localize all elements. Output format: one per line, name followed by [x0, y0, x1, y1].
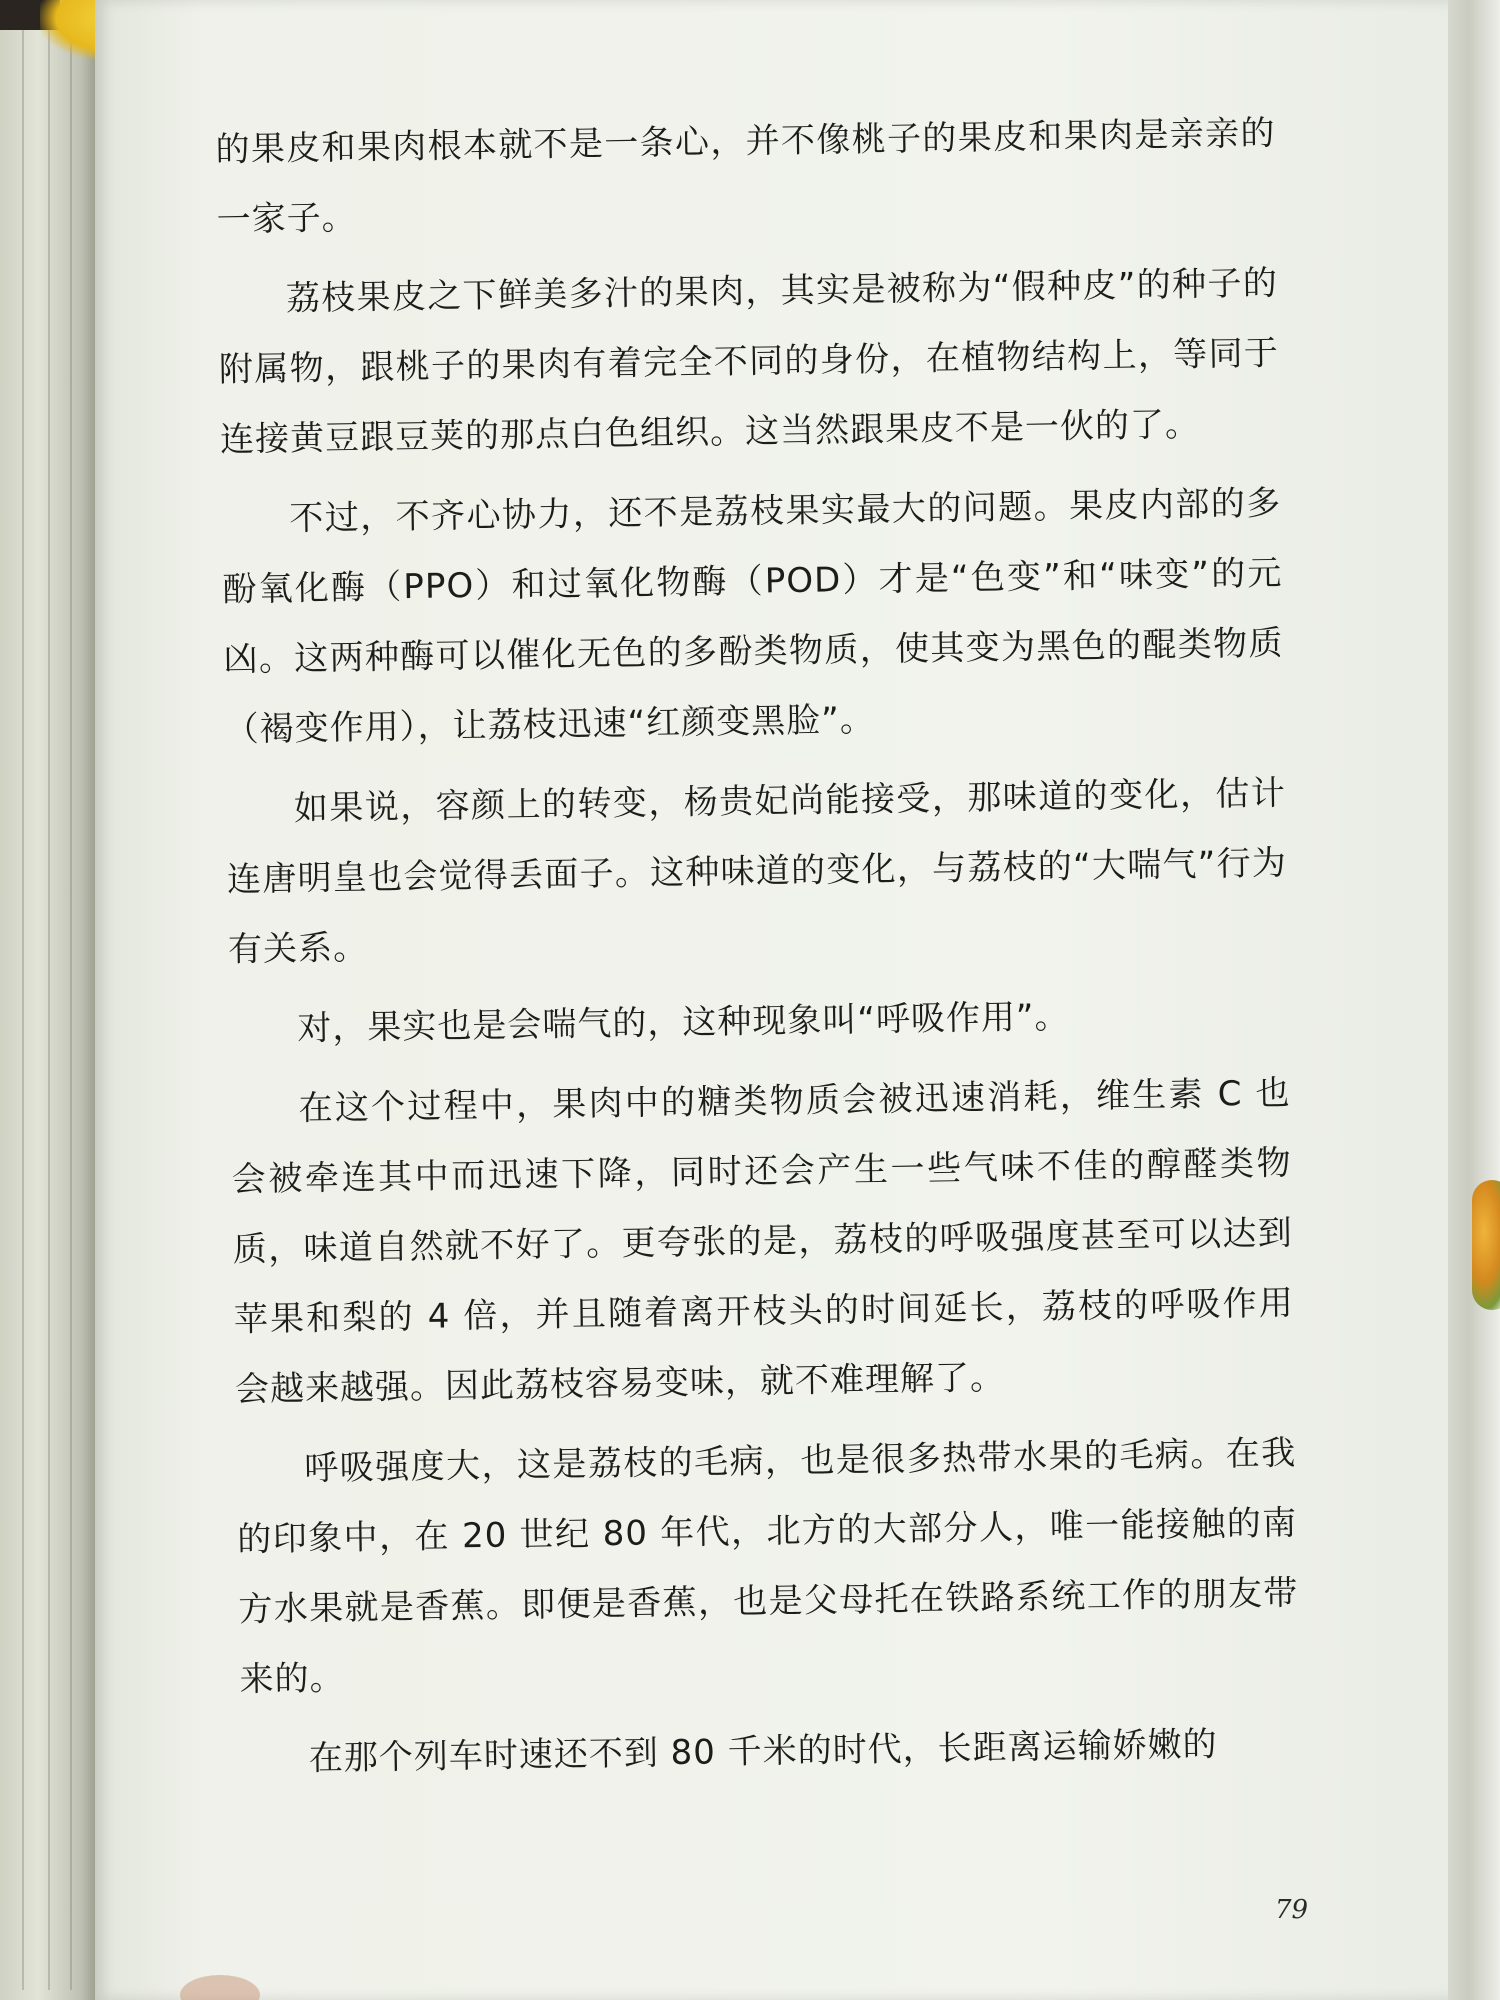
page-edge-line [70, 30, 72, 1990]
paragraph: 的果皮和果肉根本就不是一条心，并不像桃子的果皮和果肉是亲亲的一家子。 [215, 113, 1276, 240]
book-left-edge [0, 0, 95, 2000]
page-edge-line [48, 30, 50, 1990]
book-right-edge [1448, 0, 1500, 2000]
paragraph: 不过，不齐心协力，还不是荔枝果实最大的问题。果皮内部的多酚氧化酶（PPO）和过氧化物酶（POD）才是“色变”和“味变”的元凶。这两种酶可以催化无色的多酚类物质，使其变为黑色的醌类物质（褐变作用），让荔枝迅速“红颜变黑脸”。 [222, 483, 1284, 750]
body-text [215, 98, 1301, 1804]
paragraph: 在这个过程中，果肉中的糖类物质会被迅速消耗，维生素 C 也会被牵连其中而迅速下降，同时还会产生一些气味不佳的醇醛类物质，味道自然就不好了。更夸张的是，荔枝的呼吸强度甚至可以达到苹果和梨的 4 倍，并且随着离开枝头的时间延长，荔枝的呼吸作用会越来越强。因此荔枝容易变味，就不难理解了。 [231, 1073, 1295, 1410]
paragraph: 荔枝果皮之下鲜美多汁的果肉，其实是被称为“假种皮”的种子的附属物，跟桃子的果肉有着完全不同的身份，在植物结构上，等同于连接黄豆跟豆荚的那点白色组织。这当然跟果皮不是一伙的了。 [218, 263, 1280, 460]
paragraph: 如果说，容颜上的转变，杨贵妃尚能接受，那味道的变化，估计连唐明皇也会觉得丢面子。这种味道的变化，与荔枝的“大喘气”行为有关系。 [226, 773, 1288, 970]
paragraph: 在那个列车时速还不到 80 千米的时代，长距离运输娇嫩的 [308, 1724, 1218, 1779]
background-flower [1472, 1180, 1500, 1310]
paragraph: 呼吸强度大，这是荔枝的毛病，也是很多热带水果的毛病。在我的印象中，在 20 世纪 80 年代，北方的大部分人，唯一能接触的南方水果就是香蕉。即便是香蕉，也是父母托在铁路系统工作的朋友带来的。 [237, 1433, 1299, 1700]
page-number: 79 [1275, 1895, 1309, 1925]
page-edge-line [22, 30, 24, 1990]
paragraph: 对，果实也是会喘气的，这种现象叫“呼吸作用”。 [297, 996, 1070, 1049]
